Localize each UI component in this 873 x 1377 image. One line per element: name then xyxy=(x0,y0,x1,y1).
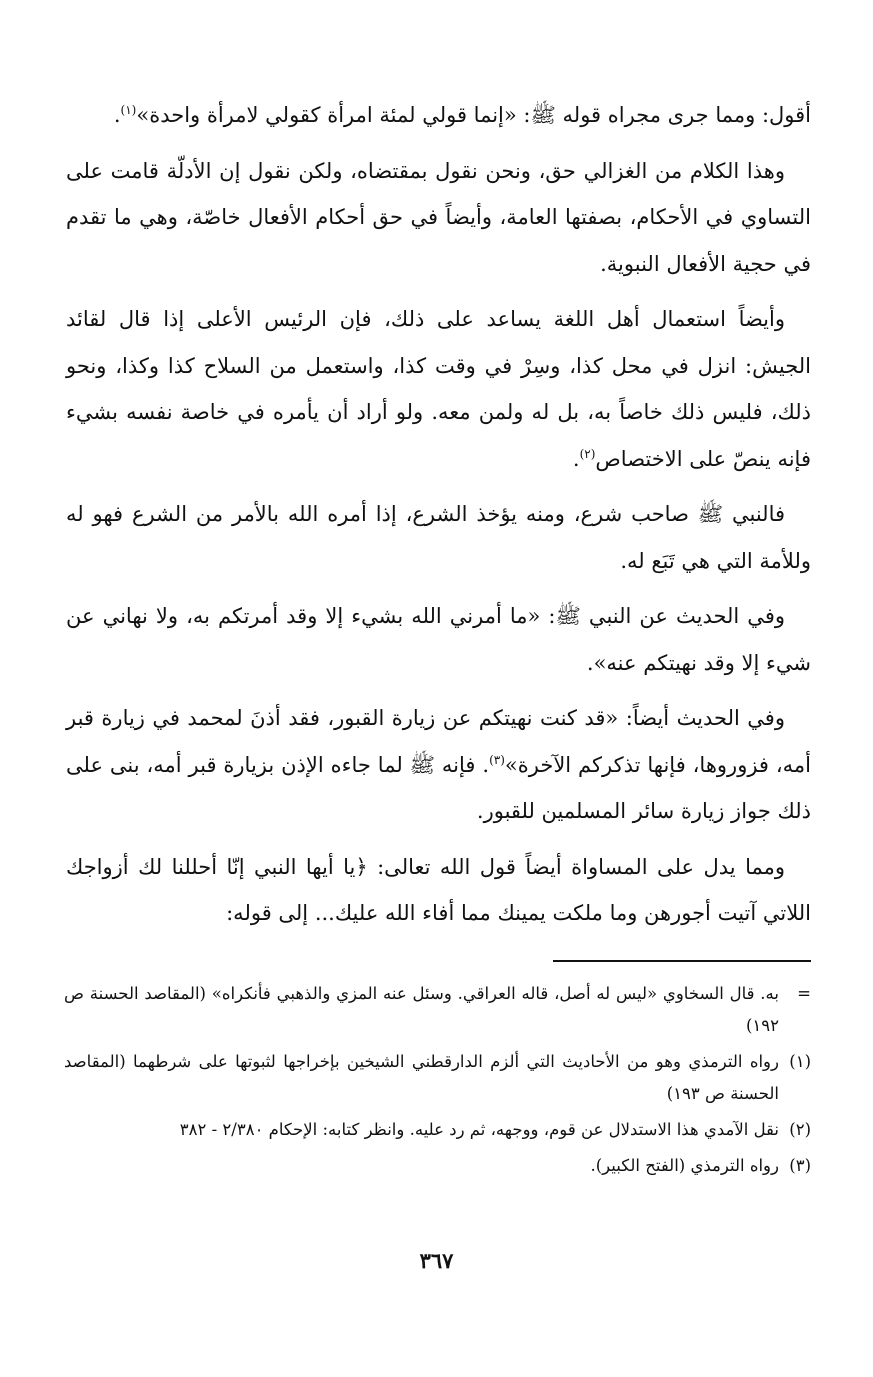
footnote-text: رواه الترمذي (الفتح الكبير). xyxy=(590,1156,779,1175)
footnotes-block xyxy=(64,978,811,1186)
paragraph-1-end: . xyxy=(113,103,121,127)
paragraph-6-continuation: فإنه ﷺ لما جاءه الإذن بزيارة قبر أمه، بنى على ذلك جواز زيارة سائر المسلمين للقبور. xyxy=(66,752,811,823)
paragraph-2 xyxy=(66,148,811,288)
paragraph-3 xyxy=(66,296,811,482)
paragraph-4-text: فالنبي ﷺ صاحب شرع، ومنه يؤخذ الشرع، إذا أمره الله بالأمر من الشرع فهو له وللأمة التي هي تَبَع له. xyxy=(66,502,811,573)
paragraph-5-text: وفي الحديث عن النبي ﷺ: «ما أمرني الله بشيء إلا وقد أمرتكم به، ولا نهاني عن شيء إلا وقد نهيتكم عنه». xyxy=(66,604,811,675)
paragraph-1-text: أقول: ومما جرى مجراه قوله ﷺ: «إنما قولي لمئة امرأة كقولي لامرأة واحدة» xyxy=(136,103,811,127)
footnote-ref-2: (٢) xyxy=(579,446,596,461)
paragraph-1 xyxy=(66,92,811,139)
footnote-separator xyxy=(553,960,811,962)
footnote-mark: (٢) xyxy=(789,1120,811,1139)
page-number: ٣٦٧ xyxy=(419,1248,454,1273)
paragraph-2-text: وهذا الكلام من الغزالي حق، ونحن نقول بمقتضاه، ولكن نقول إن الأدلّة قامت على التساوي في الأحكام، بصفتها العامة، وأيضاً في حق أحكام الأفعال خاصّة، وهي ما تقدم في حجية الأفعال النبوية. xyxy=(66,158,811,276)
paragraph-7 xyxy=(66,844,811,937)
main-text-block xyxy=(66,92,811,946)
footnote-1 xyxy=(64,1046,811,1110)
paragraph-6 xyxy=(66,695,811,835)
footnote-3 xyxy=(64,1150,811,1182)
footnote-2 xyxy=(64,1114,811,1146)
footnote-continued xyxy=(64,978,811,1042)
paragraph-6-end: . xyxy=(482,752,490,777)
footnote-mark: (٣) xyxy=(789,1156,811,1175)
paragraph-5 xyxy=(66,593,811,686)
footnote-ref-3: (٣) xyxy=(489,752,505,767)
paragraph-3-end: . xyxy=(572,446,580,471)
footnote-text: به. قال السخاوي «ليس له أصل، قاله العراقي. وسئل عنه المزي والذهبي فأنكراه» (المقاصد الحسنة ص ١٩٢) xyxy=(64,984,779,1035)
footnote-ref-1: (١) xyxy=(120,103,137,117)
footnote-mark: (١) xyxy=(789,1052,811,1071)
paragraph-7-text: ومما يدل على المساواة أيضاً قول الله تعالى: ﴿يا أيها النبي إنّا أحللنا لك أزواجك اللاتي آتيت أجورهن وما ملكت يمينك مما أفاء الله عليك... إلى قوله: xyxy=(66,854,811,925)
paragraph-6-text: وفي الحديث أيضاً: «قد كنت نهيتكم عن زيارة القبور، فقد أذنَ لمحمد في زيارة قبر أمه، فزوروها، فإنها تذكركم الآخرة» xyxy=(66,706,811,777)
footnote-text: رواه الترمذي وهو من الأحاديث التي ألزم الدارقطني الشيخين بإخراجها لثبوتها على شرطهما (المقاصد الحسنة ص ١٩٣) xyxy=(64,1052,779,1103)
paragraph-4 xyxy=(66,491,811,584)
footnote-text: نقل الآمدي هذا الاستدلال عن قوم، ووجهه، ثم رد عليه. وانظر كتابه: الإحكام ٢/٣٨٠ - ٣٨٢ xyxy=(179,1120,779,1139)
footnote-mark: = xyxy=(797,984,811,1003)
paragraph-3-text: وأيضاً استعمال أهل اللغة يساعد على ذلك، فإن الرئيس الأعلى إذا قال لقائد الجيش: انزل في محل كذا، وسِرْ في وقت كذا، واستعمل من السلاح كذا وكذا، ونحو ذلك، فليس ذلك خاصاً به، بل له ولمن معه. ولو أراد أن يأمره في خاصة نفسه بشيء فإنه ينصّ على الاختصاص xyxy=(66,307,811,471)
